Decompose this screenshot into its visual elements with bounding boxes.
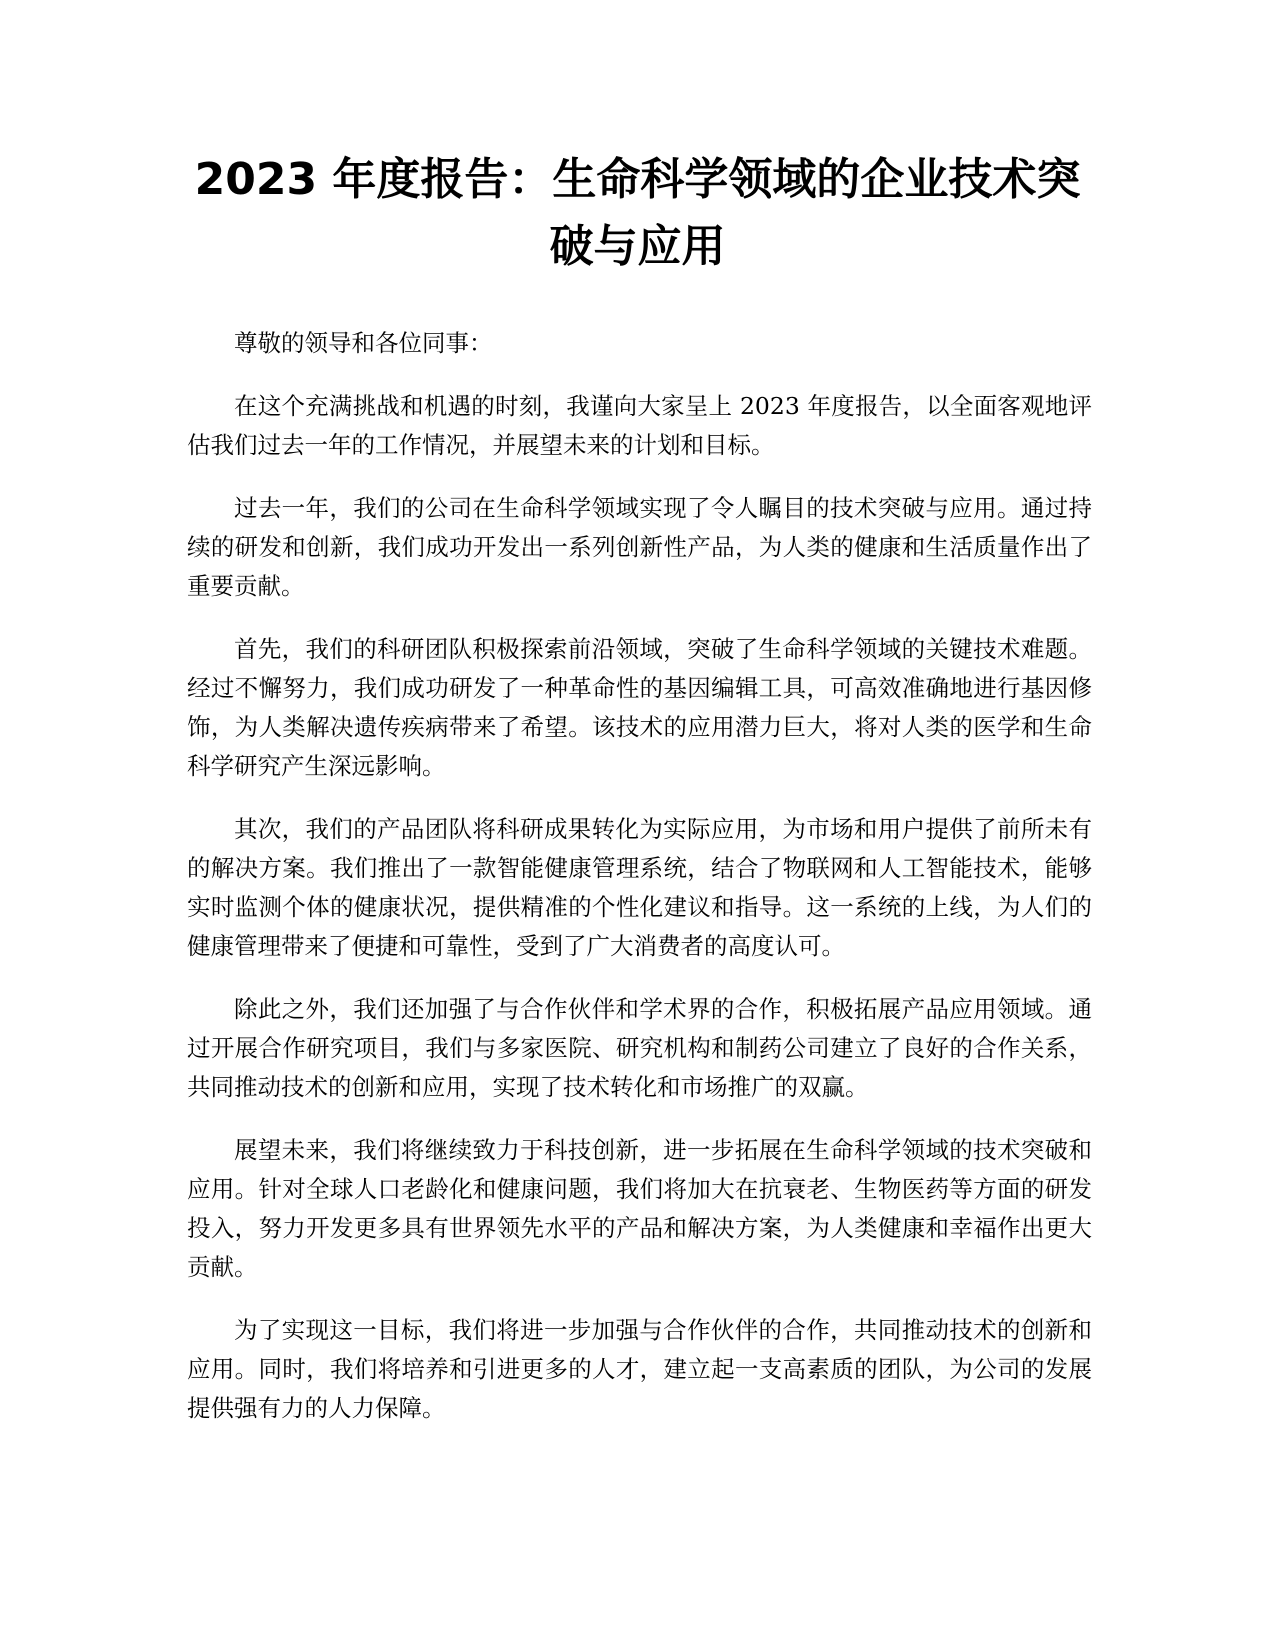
document-body: [187, 324, 1092, 1452]
salutation-paragraph: 尊敬的领导和各位同事：: [234, 329, 493, 357]
body-paragraph: 为了实现这一目标，我们将进一步加强与合作伙伴的合作，共同推动技术的创新和应用。同时，我们将培养和引进更多的人才，建立起一支高素质的团队，为公司的发展提供强有力的人力保障。: [187, 1316, 1092, 1422]
body-paragraph: 首先，我们的科研团队积极探索前沿领域，突破了生命科学领域的关键技术难题。经过不懈努力，我们成功研发了一种革命性的基因编辑工具，可高效准确地进行基因修饰，为人类解决遗传疾病带来了希望。该技术的应用潜力巨大，将对人类的医学和生命科学研究产生深远影响。: [187, 635, 1092, 780]
body-paragraph: 展望未来，我们将继续致力于科技创新，进一步拓展在生命科学领域的技术突破和应用。针对全球人口老龄化和健康问题，我们将加大在抗衰老、生物医药等方面的研发投入，努力开发更多具有世界领先水平的产品和解决方案，为人类健康和幸福作出更大贡献。: [187, 1136, 1092, 1281]
document-title: 2023 年度报告：生命科学领域的企业技术突破与应用: [194, 154, 1081, 272]
body-paragraph: 除此之外，我们还加强了与合作伙伴和学术界的合作，积极拓展产品应用领域。通过开展合作研究项目，我们与多家医院、研究机构和制药公司建立了良好的合作关系，共同推动技术的创新和应用，实现了技术转化和市场推广的双赢。: [187, 995, 1092, 1101]
body-paragraph: 其次，我们的产品团队将科研成果转化为实际应用，为市场和用户提供了前所未有的解决方案。我们推出了一款智能健康管理系统，结合了物联网和人工智能技术，能够实时监测个体的健康状况，提供精准的个性化建议和指导。这一系统的上线，为人们的健康管理带来了便捷和可靠性，受到了广大消费者的高度认可。: [187, 815, 1092, 960]
intro-paragraph: 在这个充满挑战和机遇的时刻，我谨向大家呈上 2023 年度报告，以全面客观地评估我们过去一年的工作情况，并展望未来的计划和目标。: [187, 392, 1092, 459]
body-paragraph: 过去一年，我们的公司在生命科学领域实现了令人瞩目的技术突破与应用。通过持续的研发和创新，我们成功开发出一系列创新性产品，为人类的健康和生活质量作出了重要贡献。: [187, 494, 1092, 600]
